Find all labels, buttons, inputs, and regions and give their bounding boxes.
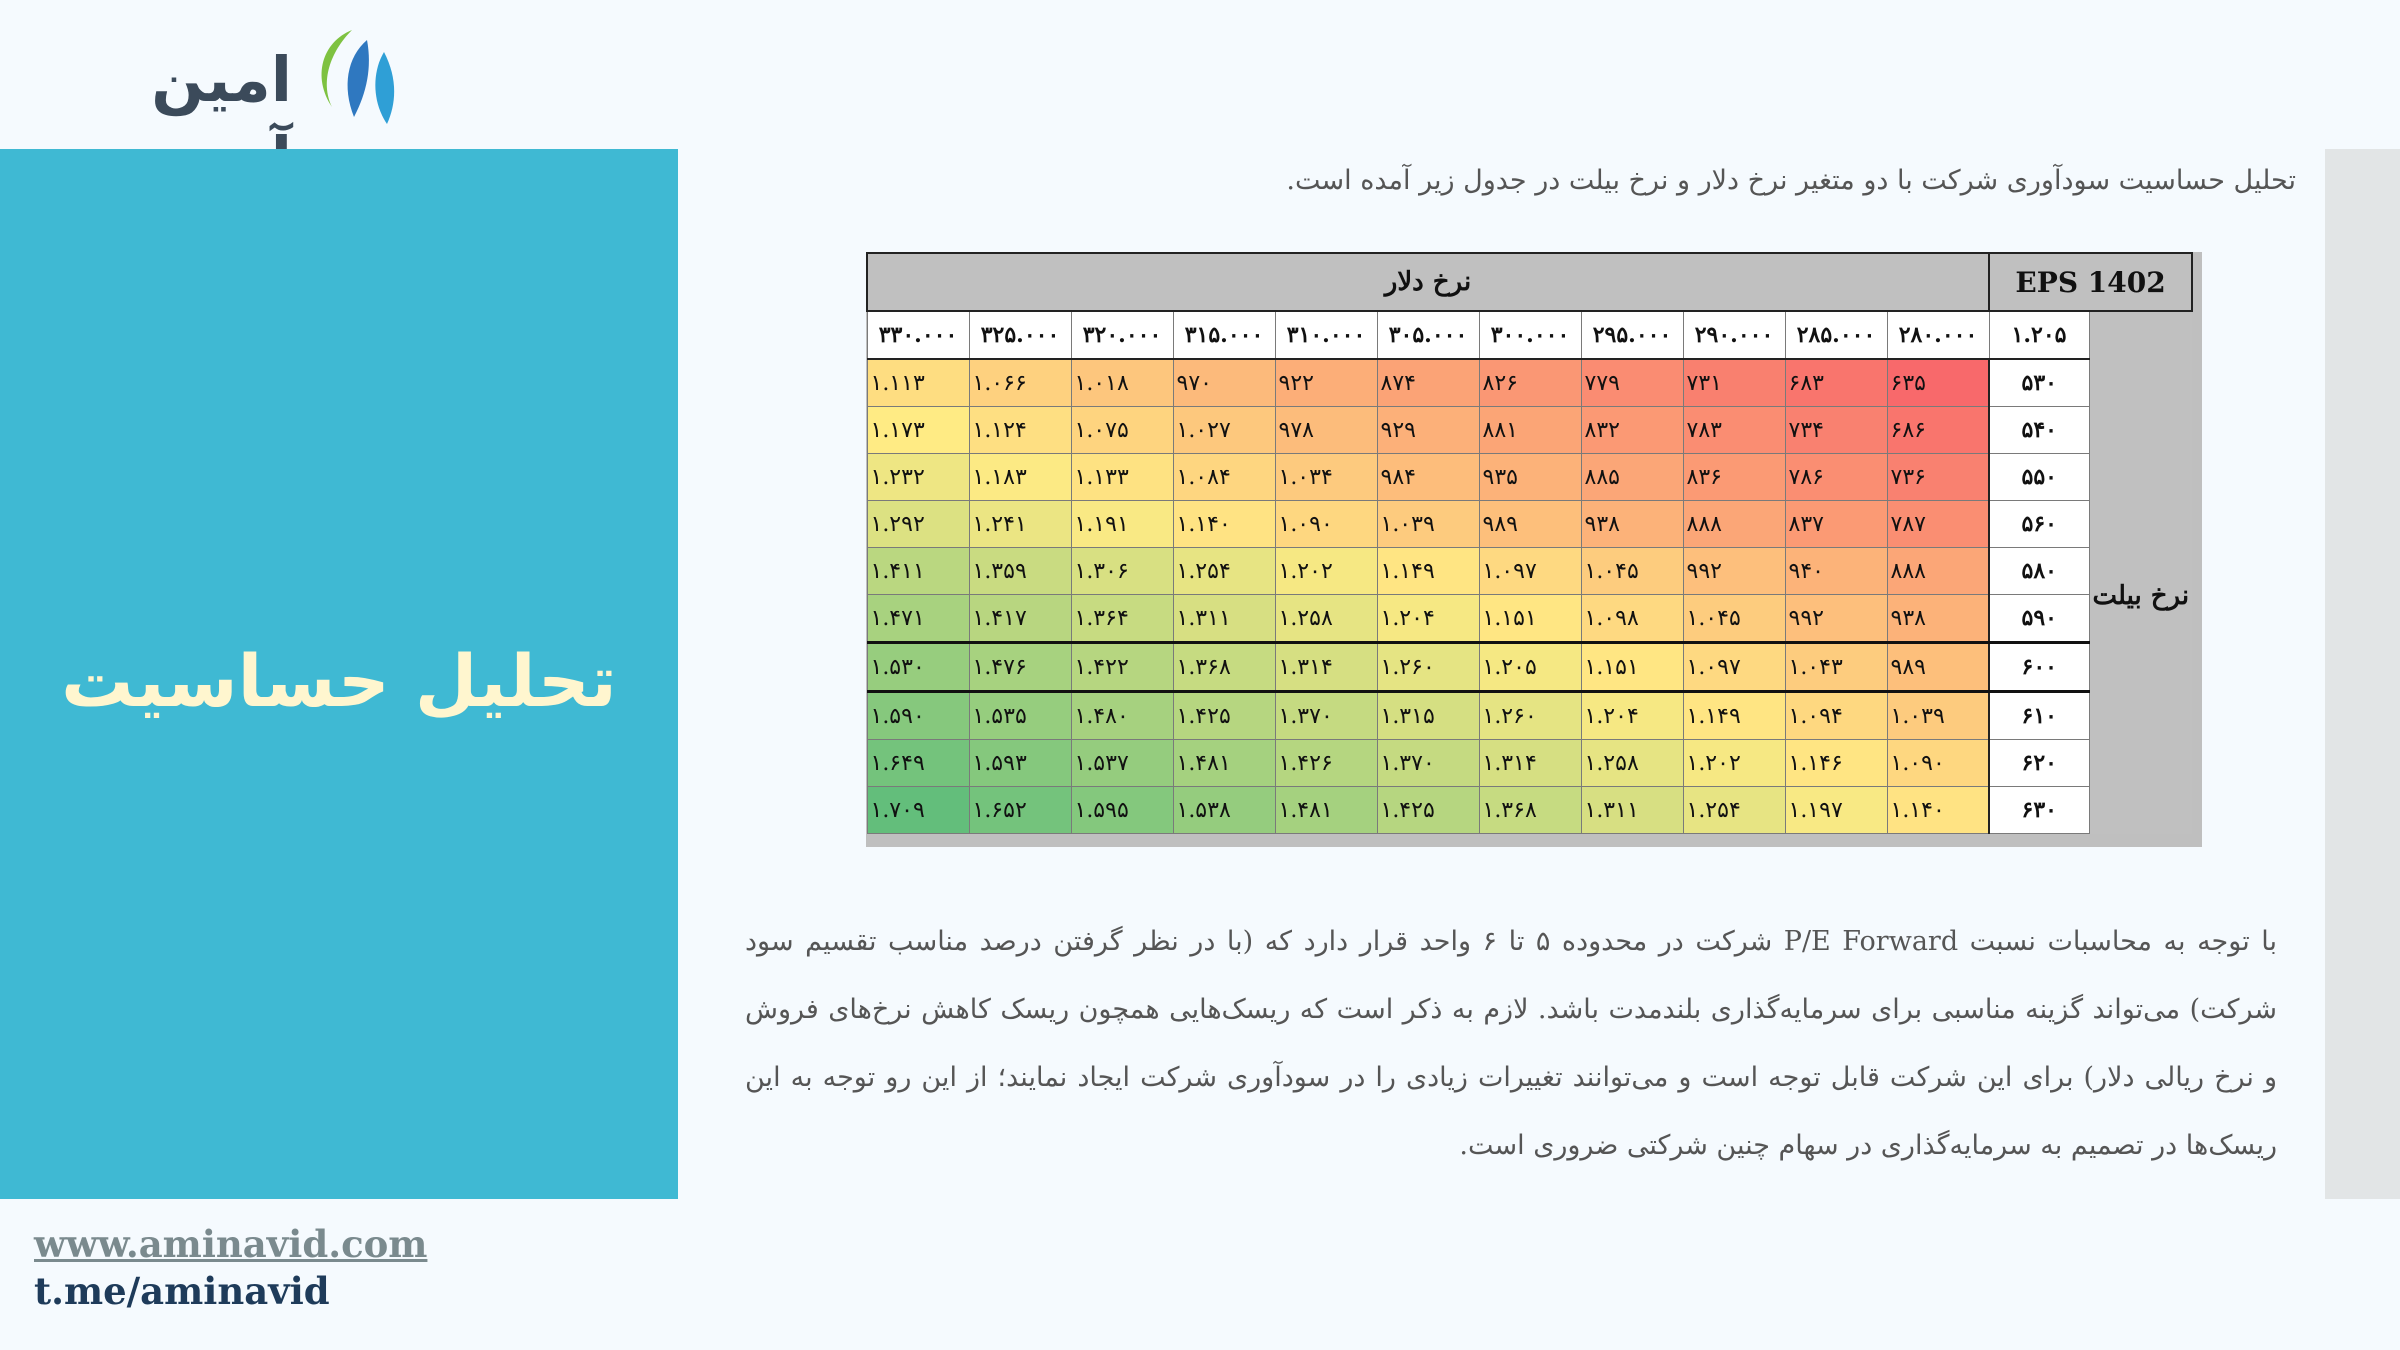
right-decor-strip <box>2325 149 2400 1199</box>
table-cell: ۱.۰۹۷ <box>1683 643 1785 692</box>
row-header-cell: ۵۸۰ <box>1989 548 2089 595</box>
table-cell: ۱.۲۶۰ <box>1377 643 1479 692</box>
table-row <box>867 740 2192 787</box>
row-header-cell: ۶۳۰ <box>1989 787 2089 834</box>
table-cell: ۱.۵۹۳ <box>969 740 1071 787</box>
table-cell: ۱.۴۸۰ <box>1071 692 1173 740</box>
telegram-link[interactable]: t.me/aminavid <box>34 1269 330 1313</box>
logo-mark-icon <box>292 22 412 132</box>
table-cell: ۱.۱۵۱ <box>1479 595 1581 643</box>
table-cell: ۸۳۷ <box>1785 501 1887 548</box>
row-header-cell: ۵۴۰ <box>1989 407 2089 454</box>
website-link[interactable]: www.aminavid.com <box>34 1222 428 1266</box>
sensitivity-table-container <box>866 252 2202 847</box>
table-cell: ۱.۱۵۱ <box>1581 643 1683 692</box>
table-cell: ۱.۲۵۴ <box>1683 787 1785 834</box>
table-cell: ۱.۲۰۴ <box>1581 692 1683 740</box>
row-header-cell: ۵۳۰ <box>1989 359 2089 407</box>
table-cell: ۱.۰۳۴ <box>1275 454 1377 501</box>
dollar-rate-header: نرخ دلار <box>867 253 1989 311</box>
table-cell: ۱.۳۵۹ <box>969 548 1071 595</box>
table-row <box>867 692 2192 740</box>
table-cell: ۶۳۵ <box>1887 359 1989 407</box>
table-row <box>867 595 2192 643</box>
table-cell: ۱.۳۶۸ <box>1173 643 1275 692</box>
row-header-cell: ۶۰۰ <box>1989 643 2089 692</box>
eps-label: EPS 1402 <box>1989 253 2192 311</box>
table-cell: ۱.۴۲۶ <box>1275 740 1377 787</box>
table-cell: ۱.۰۲۷ <box>1173 407 1275 454</box>
table-cell: ۱.۰۶۶ <box>969 359 1071 407</box>
table-cell: ۸۸۵ <box>1581 454 1683 501</box>
table-cell: ۹۸۹ <box>1887 643 1989 692</box>
table-cell: ۱.۶۵۲ <box>969 787 1071 834</box>
table-cell: ۱.۳۰۶ <box>1071 548 1173 595</box>
side-title: تحلیل حساسیت <box>61 639 617 723</box>
column-header-cell: ۳۰۵.۰۰۰ <box>1377 311 1479 359</box>
table-cell: ۱.۰۴۳ <box>1785 643 1887 692</box>
table-cell: ۱.۶۴۹ <box>867 740 969 787</box>
table-cell: ۱.۱۸۳ <box>969 454 1071 501</box>
table-cell: ۱.۱۴۹ <box>1683 692 1785 740</box>
logo <box>22 22 402 132</box>
column-header-cell: ۳۲۰.۰۰۰ <box>1071 311 1173 359</box>
table-cell: ۱.۵۳۸ <box>1173 787 1275 834</box>
table-cell: ۱.۲۵۸ <box>1275 595 1377 643</box>
table-cell: ۷۷۹ <box>1581 359 1683 407</box>
table-cell: ۱.۳۷۰ <box>1275 692 1377 740</box>
table-cell: ۱.۰۹۷ <box>1479 548 1581 595</box>
table-cell: ۱.۰۹۴ <box>1785 692 1887 740</box>
table-cell: ۸۳۲ <box>1581 407 1683 454</box>
sensitivity-table <box>866 252 2193 834</box>
table-cell: ۱.۰۹۸ <box>1581 595 1683 643</box>
table-cell: ۷۸۷ <box>1887 501 1989 548</box>
table-cell: ۱.۴۷۶ <box>969 643 1071 692</box>
column-values-row <box>867 311 2192 359</box>
table-cell: ۸۳۶ <box>1683 454 1785 501</box>
table-cell: ۹۸۹ <box>1479 501 1581 548</box>
table-cell: ۹۸۴ <box>1377 454 1479 501</box>
table-cell: ۱.۲۰۵ <box>1479 643 1581 692</box>
table-cell: ۹۲۲ <box>1275 359 1377 407</box>
column-header-cell: ۳۰۰.۰۰۰ <box>1479 311 1581 359</box>
table-cell: ۹۹۲ <box>1785 595 1887 643</box>
intro-text: تحلیل حساسیت سودآوری شرکت با دو متغیر نرخ دلار و نرخ بیلت در جدول زیر آمده است. <box>1286 165 2296 196</box>
table-row <box>867 407 2192 454</box>
table-cell: ۱.۰۴۵ <box>1683 595 1785 643</box>
table-cell: ۱.۰۴۵ <box>1581 548 1683 595</box>
table-cell: ۱.۴۲۵ <box>1173 692 1275 740</box>
table-cell: ۱.۲۰۴ <box>1377 595 1479 643</box>
table-cell: ۱.۱۲۴ <box>969 407 1071 454</box>
table-row <box>867 501 2192 548</box>
table-row <box>867 548 2192 595</box>
table-cell: ۱.۴۷۱ <box>867 595 969 643</box>
table-cell: ۶۸۶ <box>1887 407 1989 454</box>
corner-blank <box>2089 311 2192 359</box>
table-cell: ۱.۰۱۸ <box>1071 359 1173 407</box>
table-cell: ۱.۲۵۸ <box>1581 740 1683 787</box>
column-header-cell: ۲۸۰.۰۰۰ <box>1887 311 1989 359</box>
table-cell: ۱.۱۷۳ <box>867 407 969 454</box>
column-header-cell: ۲۸۵.۰۰۰ <box>1785 311 1887 359</box>
column-header-cell: ۳۳۰.۰۰۰ <box>867 311 969 359</box>
table-cell: ۱.۱۴۶ <box>1785 740 1887 787</box>
table-cell: ۶۸۳ <box>1785 359 1887 407</box>
table-cell: ۱.۱۹۱ <box>1071 501 1173 548</box>
table-cell: ۱.۱۴۰ <box>1887 787 1989 834</box>
column-header-cell: ۳۱۰.۰۰۰ <box>1275 311 1377 359</box>
table-cell: ۱.۵۳۷ <box>1071 740 1173 787</box>
table-cell: ۱.۲۳۲ <box>867 454 969 501</box>
table-row <box>867 787 2192 834</box>
table-cell: ۸۲۶ <box>1479 359 1581 407</box>
table-cell: ۱.۰۹۰ <box>1275 501 1377 548</box>
table-cell: ۱.۰۷۵ <box>1071 407 1173 454</box>
table-row <box>867 454 2192 501</box>
billet-rate-label: نرخ بیلت <box>2089 359 2192 834</box>
table-cell: ۱.۱۳۳ <box>1071 454 1173 501</box>
table-cell: ۱.۳۱۱ <box>1581 787 1683 834</box>
table-cell: ۱.۰۹۰ <box>1887 740 1989 787</box>
table-cell: ۹۷۸ <box>1275 407 1377 454</box>
table-cell: ۱.۳۱۱ <box>1173 595 1275 643</box>
table-cell: ۱.۳۱۵ <box>1377 692 1479 740</box>
table-cell: ۱.۳۱۴ <box>1275 643 1377 692</box>
column-header-cell: ۳۱۵.۰۰۰ <box>1173 311 1275 359</box>
brand-name: امین <box>151 43 292 116</box>
table-cell: ۱.۳۷۰ <box>1377 740 1479 787</box>
table-cell: ۸۸۸ <box>1887 548 1989 595</box>
table-cell: ۹۳۸ <box>1887 595 1989 643</box>
table-cell: ۱.۴۸۱ <box>1275 787 1377 834</box>
column-header-cell: ۲۹۵.۰۰۰ <box>1581 311 1683 359</box>
table-cell: ۱.۳۶۸ <box>1479 787 1581 834</box>
row-header-cell: ۵۶۰ <box>1989 501 2089 548</box>
table-cell: ۱.۲۰۲ <box>1275 548 1377 595</box>
row-header-cell: ۵۵۰ <box>1989 454 2089 501</box>
table-cell: ۹۴۰ <box>1785 548 1887 595</box>
table-cell: ۷۸۳ <box>1683 407 1785 454</box>
table-cell: ۹۹۲ <box>1683 548 1785 595</box>
table-cell: ۱.۵۹۰ <box>867 692 969 740</box>
table-cell: ۱.۱۱۳ <box>867 359 969 407</box>
table-cell: ۹۳۵ <box>1479 454 1581 501</box>
table-cell: ۱.۷۰۹ <box>867 787 969 834</box>
table-cell: ۱.۲۶۰ <box>1479 692 1581 740</box>
table-cell: ۱.۲۰۲ <box>1683 740 1785 787</box>
table-cell: ۱.۰۸۴ <box>1173 454 1275 501</box>
table-cell: ۹۳۸ <box>1581 501 1683 548</box>
table-cell: ۷۳۴ <box>1785 407 1887 454</box>
table-cell: ۱.۲۹۲ <box>867 501 969 548</box>
table-cell: ۱.۱۴۰ <box>1173 501 1275 548</box>
table-cell: ۷۳۱ <box>1683 359 1785 407</box>
table-row <box>867 359 2192 407</box>
table-cell: ۱.۲۵۴ <box>1173 548 1275 595</box>
table-cell: ۱.۴۱۷ <box>969 595 1071 643</box>
table-cell: ۸۷۴ <box>1377 359 1479 407</box>
table-cell: ۹۷۰ <box>1173 359 1275 407</box>
table-cell: ۱.۳۶۴ <box>1071 595 1173 643</box>
table-cell: ۱.۴۸۱ <box>1173 740 1275 787</box>
table-cell: ۱.۱۴۹ <box>1377 548 1479 595</box>
column-header-cell: ۲۹۰.۰۰۰ <box>1683 311 1785 359</box>
table-cell: ۱.۰۳۹ <box>1887 692 1989 740</box>
table-cell: ۱.۳۱۴ <box>1479 740 1581 787</box>
row-header-cell: ۶۱۰ <box>1989 692 2089 740</box>
column-header-cell: ۳۲۵.۰۰۰ <box>969 311 1071 359</box>
table-cell: ۷۳۶ <box>1887 454 1989 501</box>
table-cell: ۷۸۶ <box>1785 454 1887 501</box>
table-cell: ۸۸۱ <box>1479 407 1581 454</box>
table-cell: ۹۲۹ <box>1377 407 1479 454</box>
table-cell: ۱.۵۹۵ <box>1071 787 1173 834</box>
table-cell: ۱.۴۲۲ <box>1071 643 1173 692</box>
side-panel <box>0 149 678 1199</box>
table-cell: ۸۸۸ <box>1683 501 1785 548</box>
table-header-row <box>867 253 2192 311</box>
analysis-paragraph: با توجه به محاسبات نسبت P/E Forward شرکت در محدوده ۵ تا ۶ واحد قرار دارد که (با در نظر گرفتن درصد مناسب تقسیم سود شرکت) می‌تواند گزینه مناسبی برای سرمایه‌گذاری بلندمدت باشد. لازم به ذکر است که ریسک‌هایی همچون ریسک کاهش نرخ‌های فروش و نرخ ریالی دلار) برای این شرکت قابل توجه است و می‌توانند تغییرات زیادی را در سودآوری شرکت ایجاد نمایند؛ از این رو توجه به این ریسک‌ها در تصمیم به سرمایه‌گذاری در سهام چنین شرکتی ضروری است. <box>745 926 2277 1161</box>
table-cell: ۱.۴۱۱ <box>867 548 969 595</box>
row-header-cell: ۵۹۰ <box>1989 595 2089 643</box>
table-cell: ۱.۲۴۱ <box>969 501 1071 548</box>
eps-value: ۱.۲۰۵ <box>1989 311 2089 359</box>
table-cell: ۱.۰۳۹ <box>1377 501 1479 548</box>
table-row <box>867 643 2192 692</box>
table-cell: ۱.۴۲۵ <box>1377 787 1479 834</box>
table-cell: ۱.۵۳۵ <box>969 692 1071 740</box>
table-cell: ۱.۱۹۷ <box>1785 787 1887 834</box>
row-header-cell: ۶۲۰ <box>1989 740 2089 787</box>
table-cell: ۱.۵۳۰ <box>867 643 969 692</box>
